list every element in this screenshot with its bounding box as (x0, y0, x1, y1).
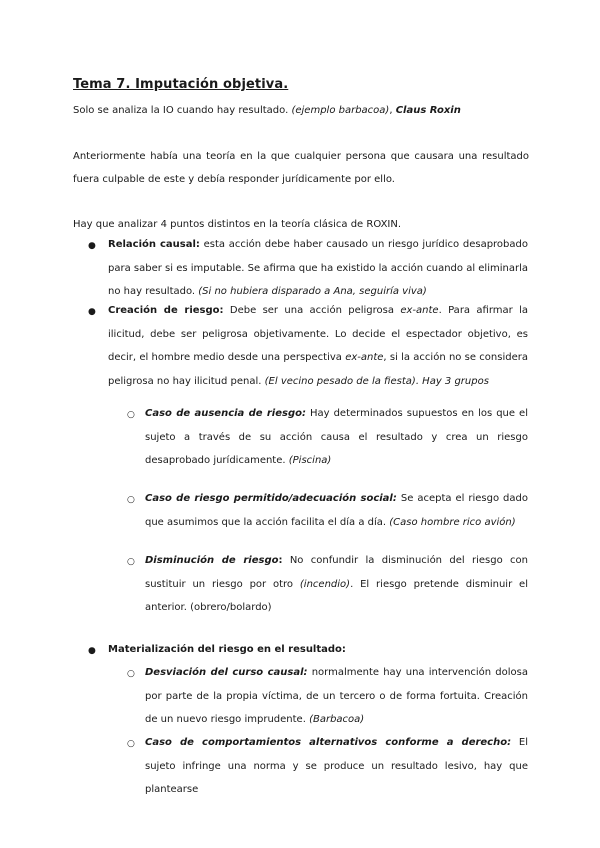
intro-separator: , (389, 105, 396, 116)
bullet-icon: ● (88, 646, 96, 656)
causal-example: (Si no hubiera disparado a Ana, seguiría viva) (198, 286, 427, 297)
creacion-text-2: . Para afirmar la ilicitud, debe ser peligrosa objetivamente. Lo decide el espectador objetivo, es decir, el hombre medio desde una perspectiva (108, 305, 529, 363)
permitido-text: Se acepta el riesgo dado que asumimos que la acción facilita el día a día. (145, 493, 529, 528)
desviacion-text: normalmente hay una intervención dolosa por parte de la propia víctima, de un tercero o de forma fortuita. Creación de un nuevo riesgo imprudente. (145, 667, 528, 725)
sub-bullet-icon: ○ (127, 669, 135, 679)
bullet-icon: ● (88, 241, 96, 251)
sublist-item-desviacion (145, 661, 528, 732)
creacion-text-3: , si la acción no se considera peligrosa no hay ilicitud penal. (108, 352, 528, 387)
desviacion-label: Desviación del curso causal: (145, 667, 308, 678)
alternativos-label: Caso de comportamientos alternativos conforme a derecho: (145, 737, 512, 748)
permitido-label: Caso de riesgo permitido/adecuación social: (145, 493, 397, 504)
desviacion-example: (Barbacoa) (309, 714, 365, 725)
creacion-label: Creación de riesgo: (108, 305, 224, 316)
causal-label: Relación causal: (108, 239, 200, 250)
causal-text: esta acción debe haber causado un riesgo jurídico desaprobado para saber si es imputable. Se afirma que ha existido la acción cuando al eliminarla no hay resultado. (108, 239, 528, 297)
materializacion-label: Materialización del riesgo en el resultado: (108, 644, 346, 655)
sublist-item-riesgo-permitido (145, 487, 528, 534)
sub-bullet-icon: ○ (127, 739, 135, 749)
list-item-materializacion (108, 638, 528, 662)
bullet-icon: ● (88, 307, 96, 317)
creacion-text-1: Debe ser una acción peligrosa (223, 305, 401, 316)
list-item-relacion-causal (108, 233, 528, 304)
intro-example: (ejemplo barbacoa) (291, 105, 390, 116)
disminucion-text-1: No confundir la disminución del riesgo con sustituir un riesgo por otro (145, 555, 529, 590)
ausencia-example: (Piscina) (288, 455, 332, 466)
disminucion-text-2: . El riesgo pretende disminuir el anterior. (obrero/bolardo) (145, 578, 528, 613)
paragraph-anteriormente: Anteriormente había una teoría en la que cualquier persona que causara una resultado fuera culpable de este y debía responder jurídicamente por ello. (73, 151, 529, 185)
intro-text: Solo se analiza la IO cuando hay resultado. (73, 105, 289, 116)
intro-author: Claus Roxin (395, 105, 461, 116)
ausencia-label: Caso de ausencia de riesgo: (145, 408, 306, 419)
disminucion-example: (incendio) (299, 578, 351, 590)
creacion-example: (El vecino pesado de la fiesta). Hay 3 grupos (264, 375, 489, 387)
sub-bullet-icon: ○ (127, 495, 135, 505)
sub-bullet-icon: ○ (127, 410, 135, 420)
list-item-creacion-riesgo (108, 299, 528, 393)
creacion-exante: ex-ante (400, 305, 439, 316)
disminucion-colon: : (278, 555, 283, 566)
sublist-item-ausencia (145, 402, 528, 473)
sublist-item-disminucion (145, 549, 528, 620)
alternativos-text: El sujeto infringe una norma y se produce un resultado lesivo, hay que plantearse (145, 737, 528, 795)
permitido-example: (Caso hombre rico avión) (389, 516, 516, 528)
paragraph-puntos: Hay que analizar 4 puntos distintos en la teoría clásica de ROXIN. (73, 219, 402, 230)
page-title: Tema 7. Imputación objetiva. (73, 77, 289, 92)
ausencia-text: Hay determinados supuestos en los que el sujeto a través de su acción causa el resultado y crea un riesgo desaprobado jurídicamente. (145, 408, 528, 466)
sub-bullet-icon: ○ (127, 557, 135, 567)
disminucion-label: Disminución de riesgo (145, 555, 279, 566)
intro-paragraph (73, 99, 529, 122)
sublist-item-alternativos (145, 731, 528, 802)
creacion-exante-2: ex-ante (345, 352, 384, 363)
